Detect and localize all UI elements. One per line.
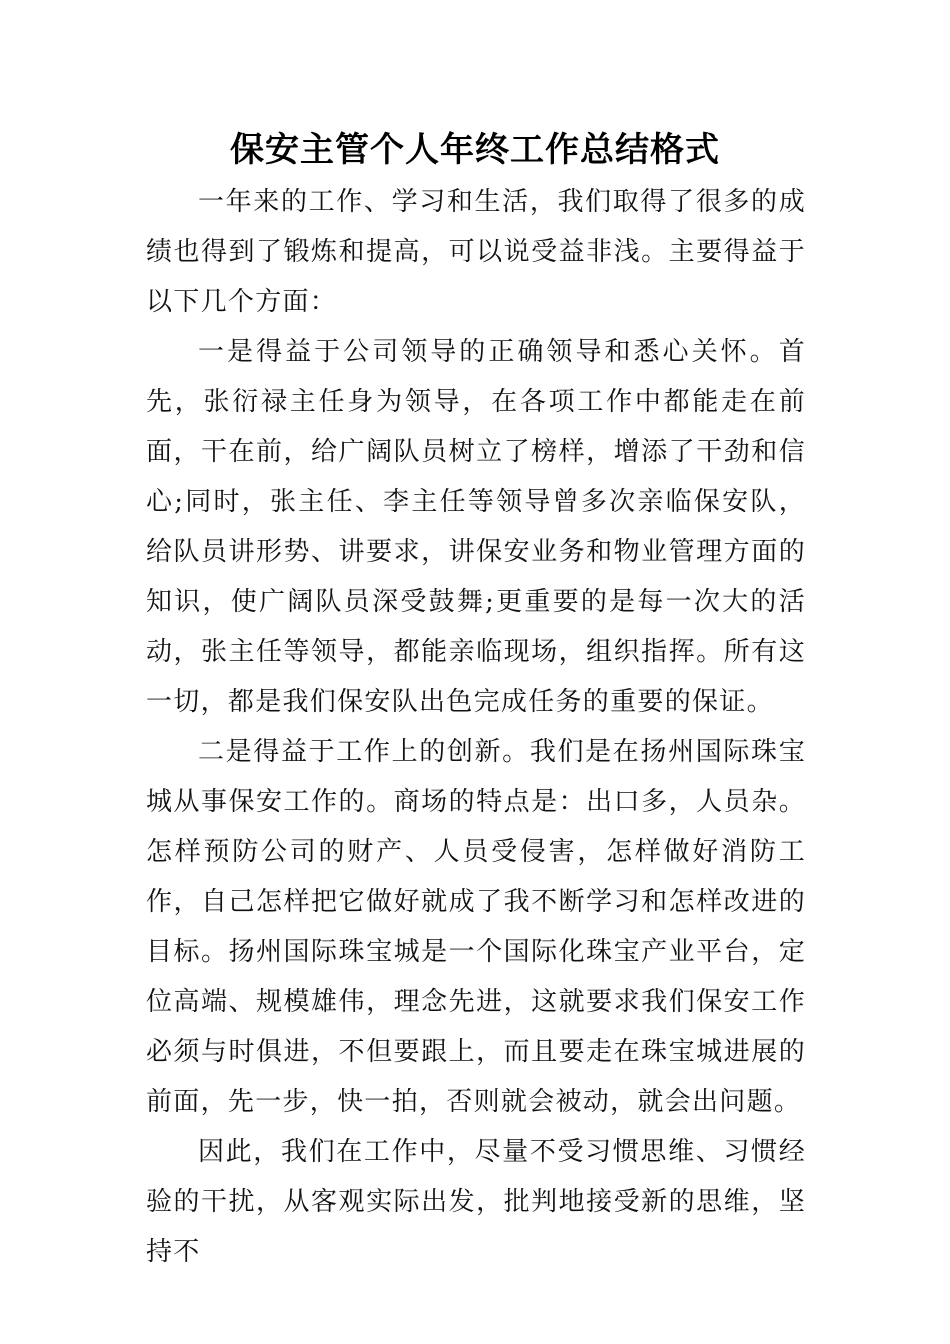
paragraph-intro: 一年来的工作、学习和生活，我们取得了很多的成绩也得到了锻炼和提高，可以说受益非浅。主要得益于以下几个方面： xyxy=(146,187,806,317)
paragraph-innovation: 二是得益于工作上的创新。我们是在扬州国际珠宝城从事保安工作的。商场的特点是：出口多，人员杂。怎样预防公司的财产、人员受侵害，怎样做好消防工作，自己怎样把它做好就成了我不断学习和怎样改进的目标。扬州国际珠宝城是一个国际化珠宝产业平台，定位高端、规模雄伟，理念先进，这就要求我们保安工作必须与时俱进，不但要跟上，而且要走在珠宝城进展的前面，先一步，快一拍，否则就会被动，就会出问题。 xyxy=(146,737,806,1117)
paragraph-leadership: 一是得益于公司领导的正确领导和悉心关怀。首先，张衍禄主任身为领导，在各项工作中都能走在前面，干在前，给广阔队员树立了榜样，增添了干劲和信心;同时，张主任、李主任等领导曾多次亲临保安队，给队员讲形势、讲要求，讲保安业务和物业管理方面的知识，使广阔队员深受鼓舞;更重要的是每一次大的活动，张主任等领导，都能亲临现场，组织指挥。所有这一切，都是我们保安队出色完成任务的重要的保证。 xyxy=(146,337,806,717)
document-title: 保安主管个人年终工作总结格式 xyxy=(230,130,720,170)
paragraph-therefore: 因此，我们在工作中，尽量不受习惯思维、习惯经验的干扰，从客观实际出发，批判地接受新的思维，坚持不 xyxy=(146,1137,806,1267)
document-body xyxy=(146,177,806,1277)
